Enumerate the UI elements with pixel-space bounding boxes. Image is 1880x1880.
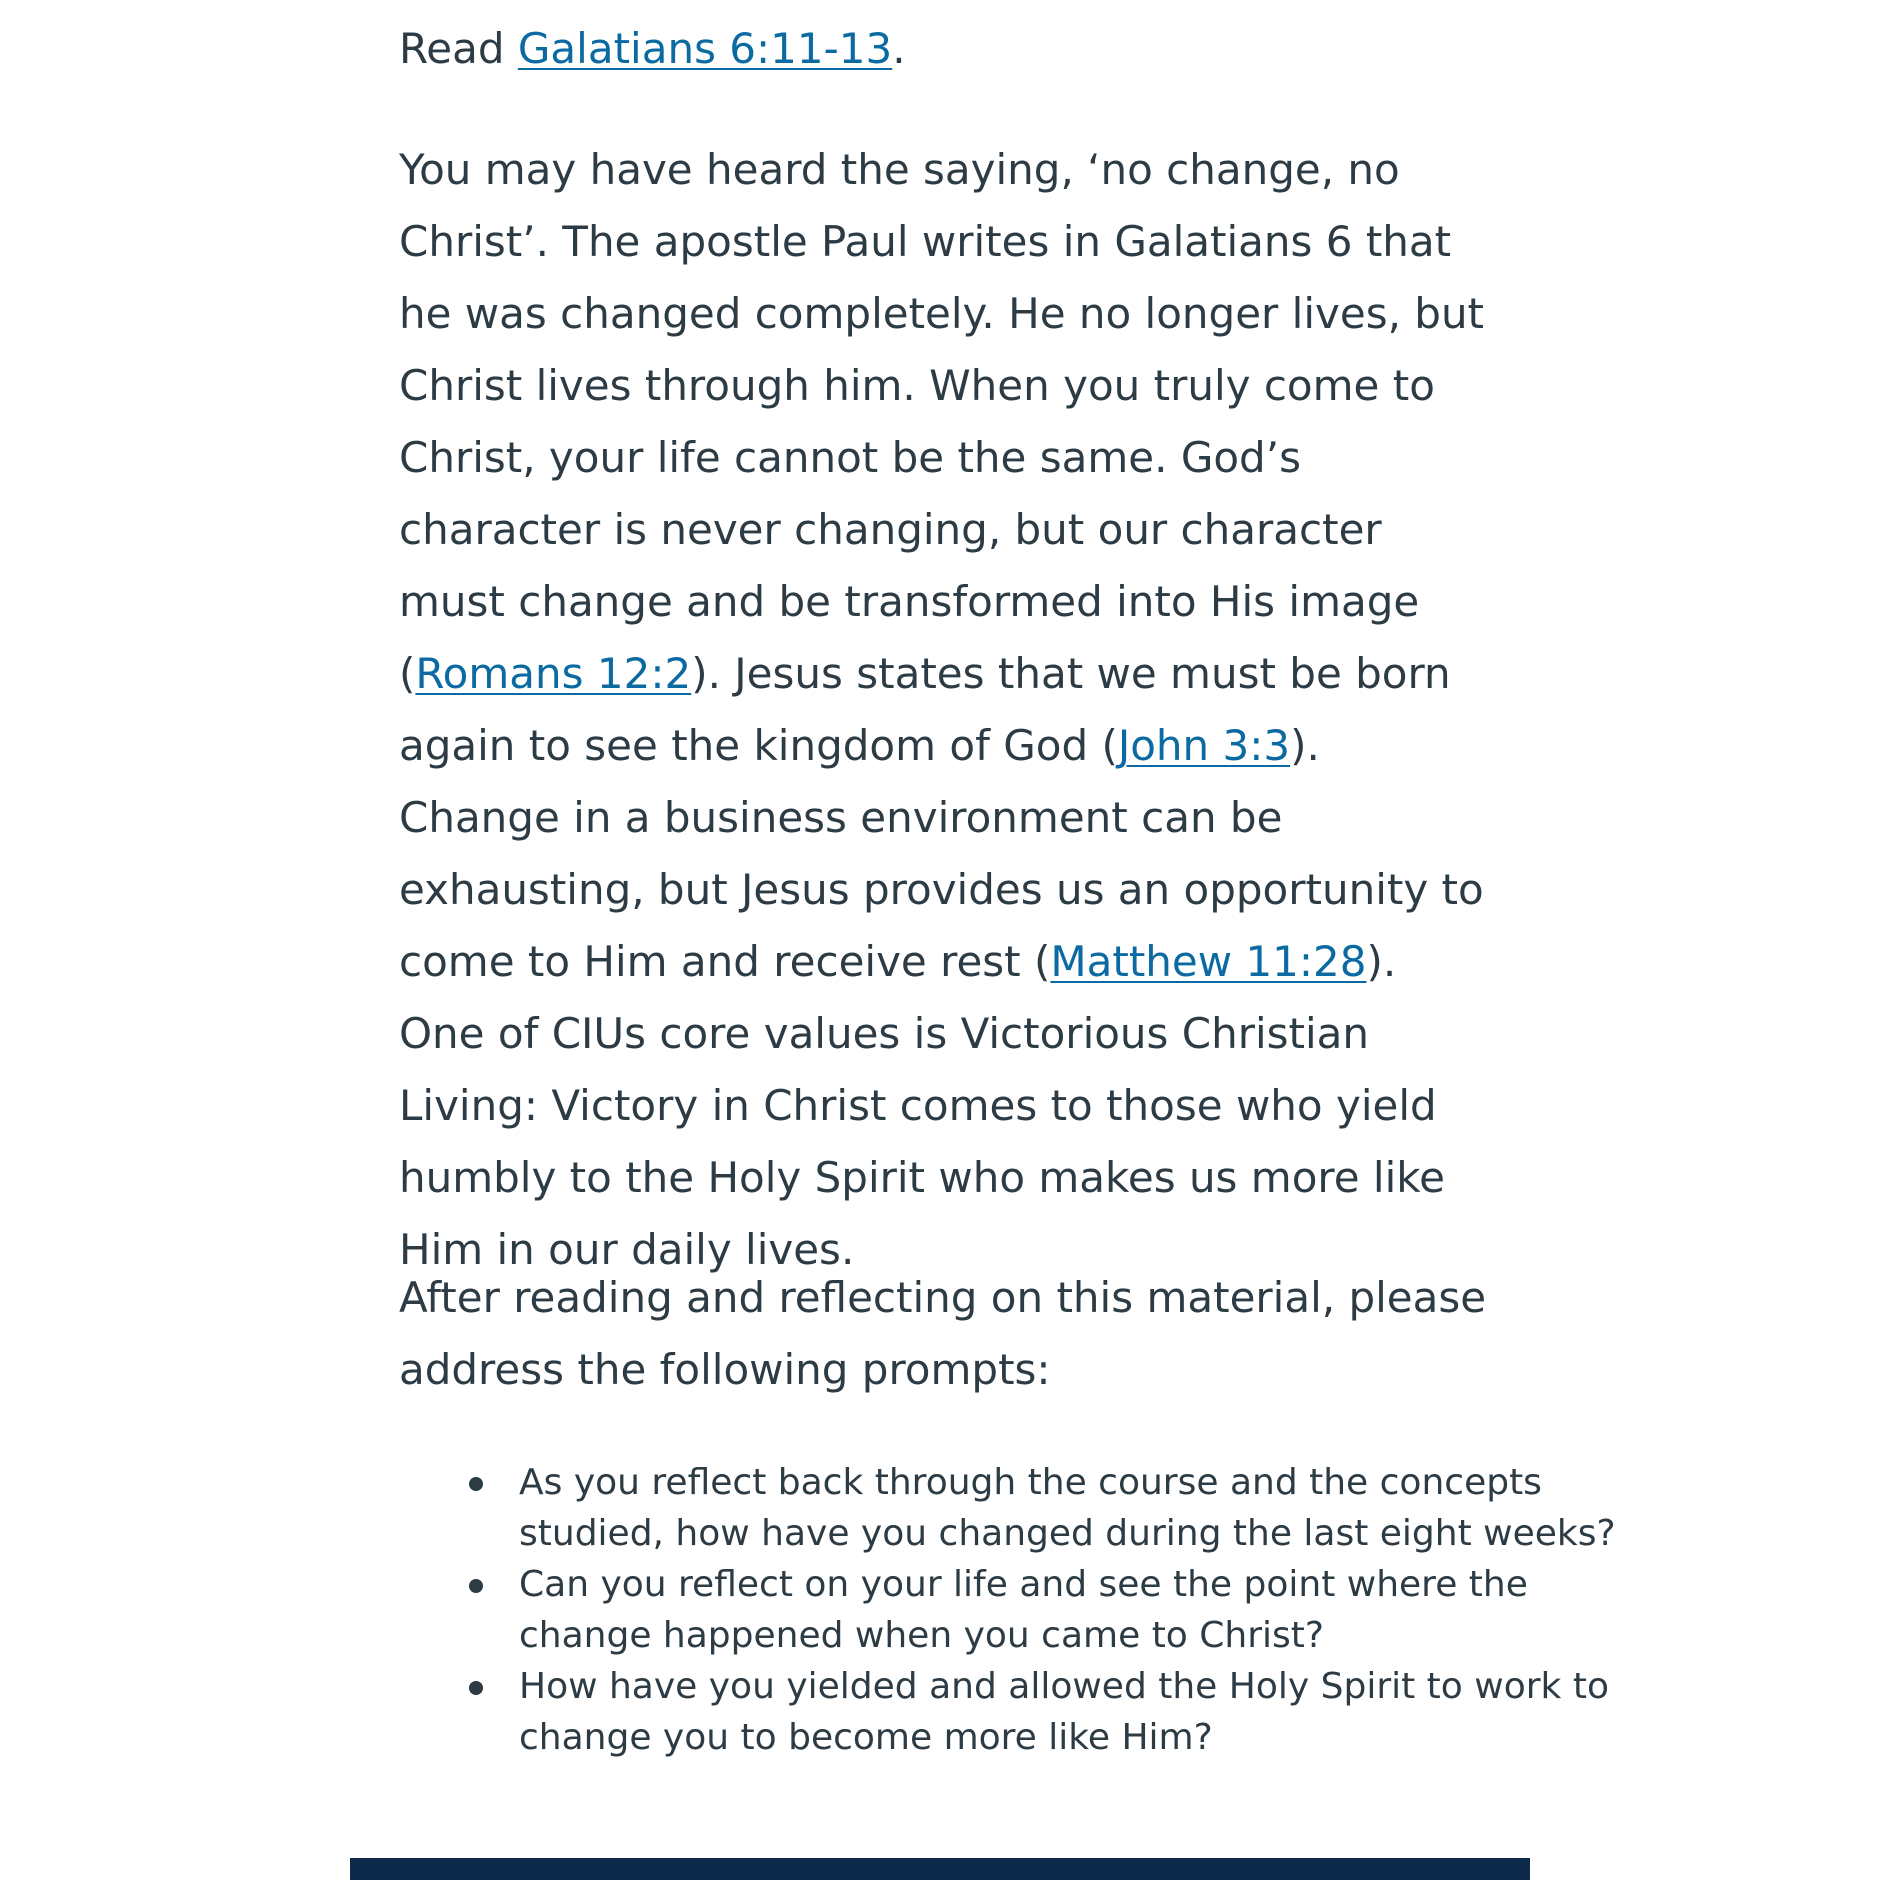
body-text-1: You may have heard the saying, ‘no change, no Christ’. The apostle Paul writes in Galatians 6 that he was changed completely. He no longer lives, but Christ lives through him. When you truly come to Christ, your life cannot be the same. God’s character is never changing, but our character must change and be transformed into His image ( — [399, 145, 1485, 698]
prompt-list — [399, 1457, 1619, 1763]
body-text-3: ). Change in a business environment can be exhausting, but Jesus provides us an opportunity to come to Him and receive rest ( — [399, 721, 1484, 986]
galatians-link[interactable]: Galatians 6:11-13 — [517, 24, 893, 73]
read-prefix: Read — [399, 24, 518, 73]
body-text-2: ). Jesus states that we must be born again to see the kingdom of God ( — [399, 649, 1451, 770]
prompt-text: Can you reflect on your life and see the point where the change happened when you came to Christ? — [519, 1564, 1528, 1656]
prompt-intro: After reading and reflecting on this material, please address the following prompts: — [399, 1273, 1487, 1394]
read-instruction — [399, 22, 906, 76]
bullet-icon — [469, 1681, 483, 1695]
list-item — [519, 1559, 1619, 1661]
list-item — [519, 1661, 1619, 1763]
romans-link[interactable]: Romans 12:2 — [415, 649, 692, 698]
reflection-paragraph — [399, 134, 1489, 1286]
footer-bar — [350, 1858, 1530, 1880]
bullet-icon — [469, 1579, 483, 1593]
prompt-text: How have you yielded and allowed the Holy Spirit to work to change you to become more like Him? — [519, 1666, 1609, 1758]
read-suffix: . — [892, 24, 906, 73]
body-text-4: ). One of CIUs core values is Victorious Christian Living: Victory in Christ comes to those who yield humbly to the Holy Spirit who makes us more like Him in our daily lives. — [399, 937, 1445, 1274]
matthew-link[interactable]: Matthew 11:28 — [1050, 937, 1367, 986]
john-link[interactable]: John 3:3 — [1117, 721, 1291, 770]
list-item — [519, 1457, 1619, 1559]
prompt-text: As you reflect back through the course and the concepts studied, how have you changed during the last eight weeks? — [519, 1462, 1616, 1554]
bullet-icon — [469, 1477, 483, 1491]
